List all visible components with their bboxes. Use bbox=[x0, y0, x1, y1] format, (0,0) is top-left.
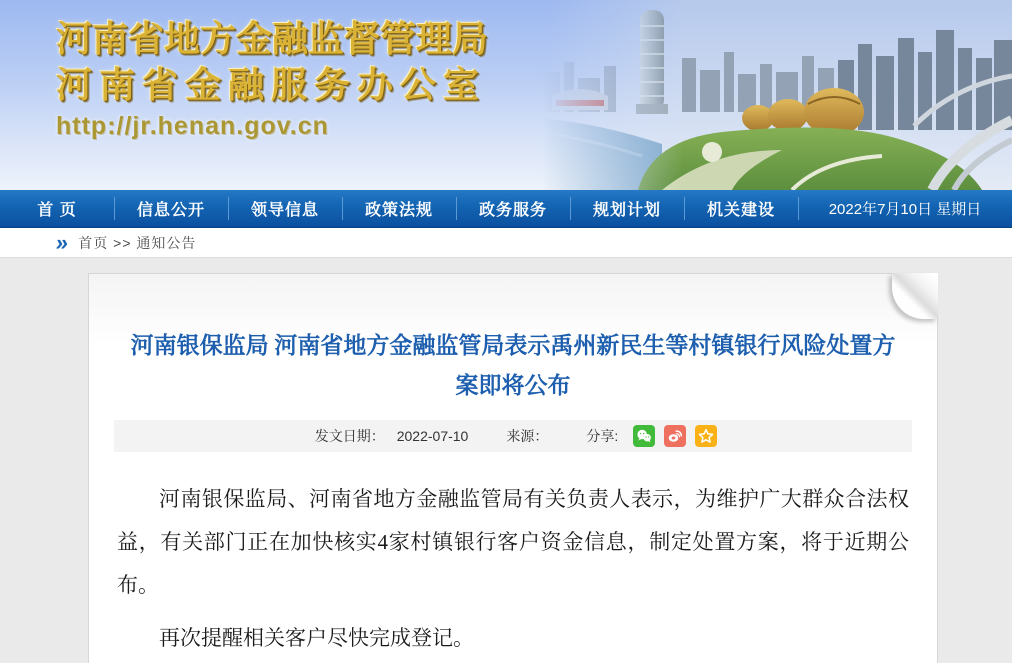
article-paragraph: 河南银保监局、河南省地方金融监管局有关负责人表示，为维护广大群众合法权益，有关部门正在加快核实4家村镇银行客户资金信息，制定处置方案，将于近期公布。 bbox=[117, 487, 909, 597]
article-body bbox=[89, 452, 937, 660]
site-title-line2: 河南省金融服务办公室 bbox=[56, 65, 487, 105]
article-title: 河南银保监局 河南省地方金融监管局表示禹州新民生等村镇银行风险处置方案即将公布 bbox=[130, 333, 896, 398]
double-chevron-icon: » bbox=[54, 229, 71, 255]
source-label: 来源： bbox=[506, 428, 549, 444]
weibo-share-icon[interactable] bbox=[664, 425, 686, 447]
article-meta-bar bbox=[114, 420, 912, 452]
cityscape-photo bbox=[542, 0, 1012, 190]
wechat-share-icon[interactable] bbox=[633, 425, 655, 447]
article-paragraph: 再次提醒相关客户尽快完成登记。 bbox=[159, 626, 474, 650]
breadcrumb bbox=[0, 228, 1012, 258]
nav-item-info-disclosure[interactable]: 信息公开 bbox=[114, 190, 228, 227]
share-label: 分享: bbox=[586, 428, 619, 444]
site-banner bbox=[0, 0, 1012, 190]
site-url: http://jr.henan.gov.cn bbox=[56, 112, 329, 140]
nav-date: 2022年7月10日 星期日 bbox=[798, 190, 1012, 227]
publish-date-label: 发文日期： bbox=[314, 428, 385, 444]
page-background bbox=[0, 258, 1012, 662]
nav-item-home[interactable]: 首 页 bbox=[37, 202, 77, 219]
page-curl-decoration bbox=[892, 273, 938, 319]
article-card bbox=[88, 273, 938, 663]
nav-item-services[interactable]: 政务服务 bbox=[456, 190, 570, 227]
nav-item-leadership[interactable]: 领导信息 bbox=[228, 190, 342, 227]
nav-item-agency-building[interactable]: 机关建设 bbox=[684, 190, 798, 227]
nav-item-planning[interactable]: 规划计划 bbox=[570, 190, 684, 227]
site-title-line1: 河南省地方金融监督管理局 bbox=[56, 19, 489, 59]
breadcrumb-text[interactable]: 首页 >> 通知公告 bbox=[78, 234, 197, 251]
nav-item-policies[interactable]: 政策法规 bbox=[342, 190, 456, 227]
publish-date-value: 2022-07-10 bbox=[396, 428, 469, 444]
favorite-star-icon[interactable] bbox=[695, 425, 717, 447]
main-nav bbox=[0, 190, 1012, 228]
